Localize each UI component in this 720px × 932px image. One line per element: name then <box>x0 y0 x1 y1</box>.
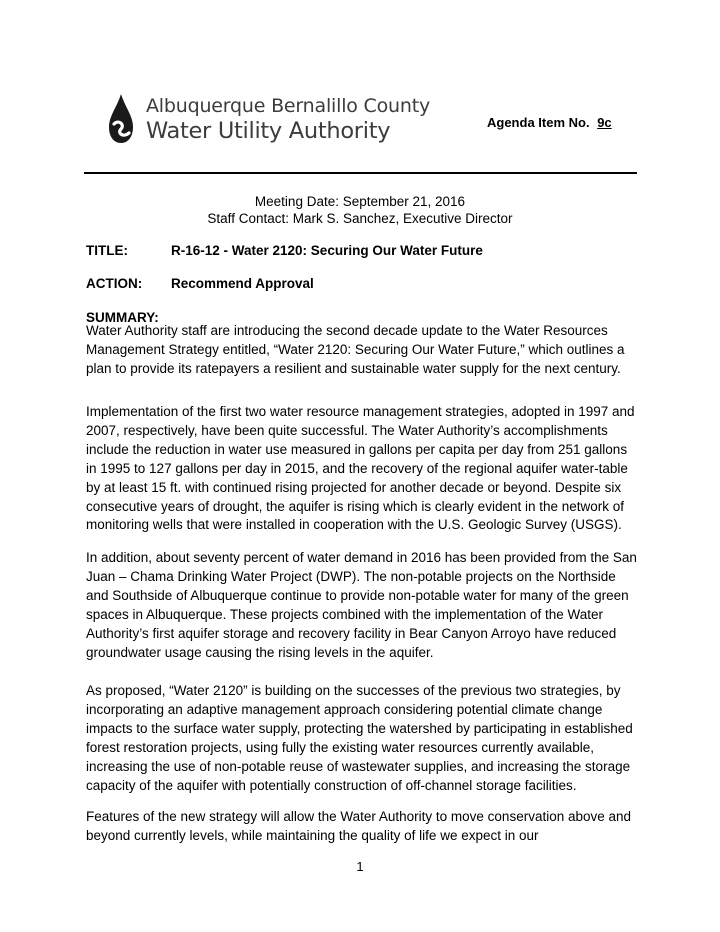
agenda-item <box>487 115 618 130</box>
title-value: R-16-12 - Water 2120: Securing Our Water Future <box>171 243 483 258</box>
agenda-label: Agenda Item No. <box>487 115 590 130</box>
summary-paragraph: Features of the new strategy will allow the Water Authority to move conservation above and beyond currently levels, while maintaining the quality of life we expect in our <box>86 809 632 843</box>
action-label: ACTION: <box>86 276 143 291</box>
page-number: 1 <box>356 859 364 874</box>
summary-heading: SUMMARY: <box>86 310 159 325</box>
meeting-date: Meeting Date: September 21, 2016 <box>254 194 466 209</box>
water-authority-logo <box>108 93 431 153</box>
action-value: Recommend Approval <box>171 276 314 291</box>
logo-line-1: Albuquerque Bernalillo County <box>146 95 431 117</box>
water-drop-icon <box>108 94 134 144</box>
staff-contact: Staff Contact: Mark S. Sanchez, Executive Director <box>207 211 513 226</box>
summary-paragraph: Implementation of the first two water resource management strategies, adopted in 1997 and 2007, respectively, have been quite successful. The Water Authority’s accomplishments include the reduction in water use measured in gallons per capita per day from 251 gallons in 1995 to 127 gallons per day in 2015, and the recovery of the regional aquifer water-table by at least 15 ft. with continued rising projected for another decade or beyond. Despite six consecutive years of drought, the aquifer is rising which is clearly evident in the network of monitoring wells that were installed in cooperation with the U.S. Geologic Survey (USGS). <box>86 404 635 533</box>
header-divider <box>84 172 637 174</box>
agenda-number: 9c <box>597 115 612 130</box>
title-label: TITLE: <box>86 243 128 258</box>
summary-paragraph: As proposed, “Water 2120” is building on the successes of the previous two strategies, by incorporating an adaptive management approach considering potential climate change impacts to the surface water supply, protecting the watershed by participating in established forest restoration projects, using fully the existing water resources currently available, increasing the use of non-potable reuse of wastewater supplies, and increasing the storage capacity of the aquifer with potentially construction of off-channel storage facilities. <box>86 683 633 793</box>
summary-paragraph: In addition, about seventy percent of water demand in 2016 has been provided from the San Juan – Chama Drinking Water Project (DWP). The non-potable projects on the Northside and Southside of Albuquerque continue to provide non-potable water for many of the green spaces in Albuquerque. These projects combined with the implementation of the Water Authority’s first aquifer storage and recovery facility in Bear Canyon Arroyo have reduced groundwater usage causing the rising levels in the aquifer. <box>86 550 637 660</box>
summary-paragraph: Water Authority staff are introducing the second decade update to the Water Resources Management Strategy entitled, “Water 2120: Securing Our Water Future,” which outlines a plan to provide its ratepayers a resilient and sustainable water supply for the next century. <box>86 323 625 376</box>
logo-line-2: Water Utility Authority <box>146 118 391 144</box>
